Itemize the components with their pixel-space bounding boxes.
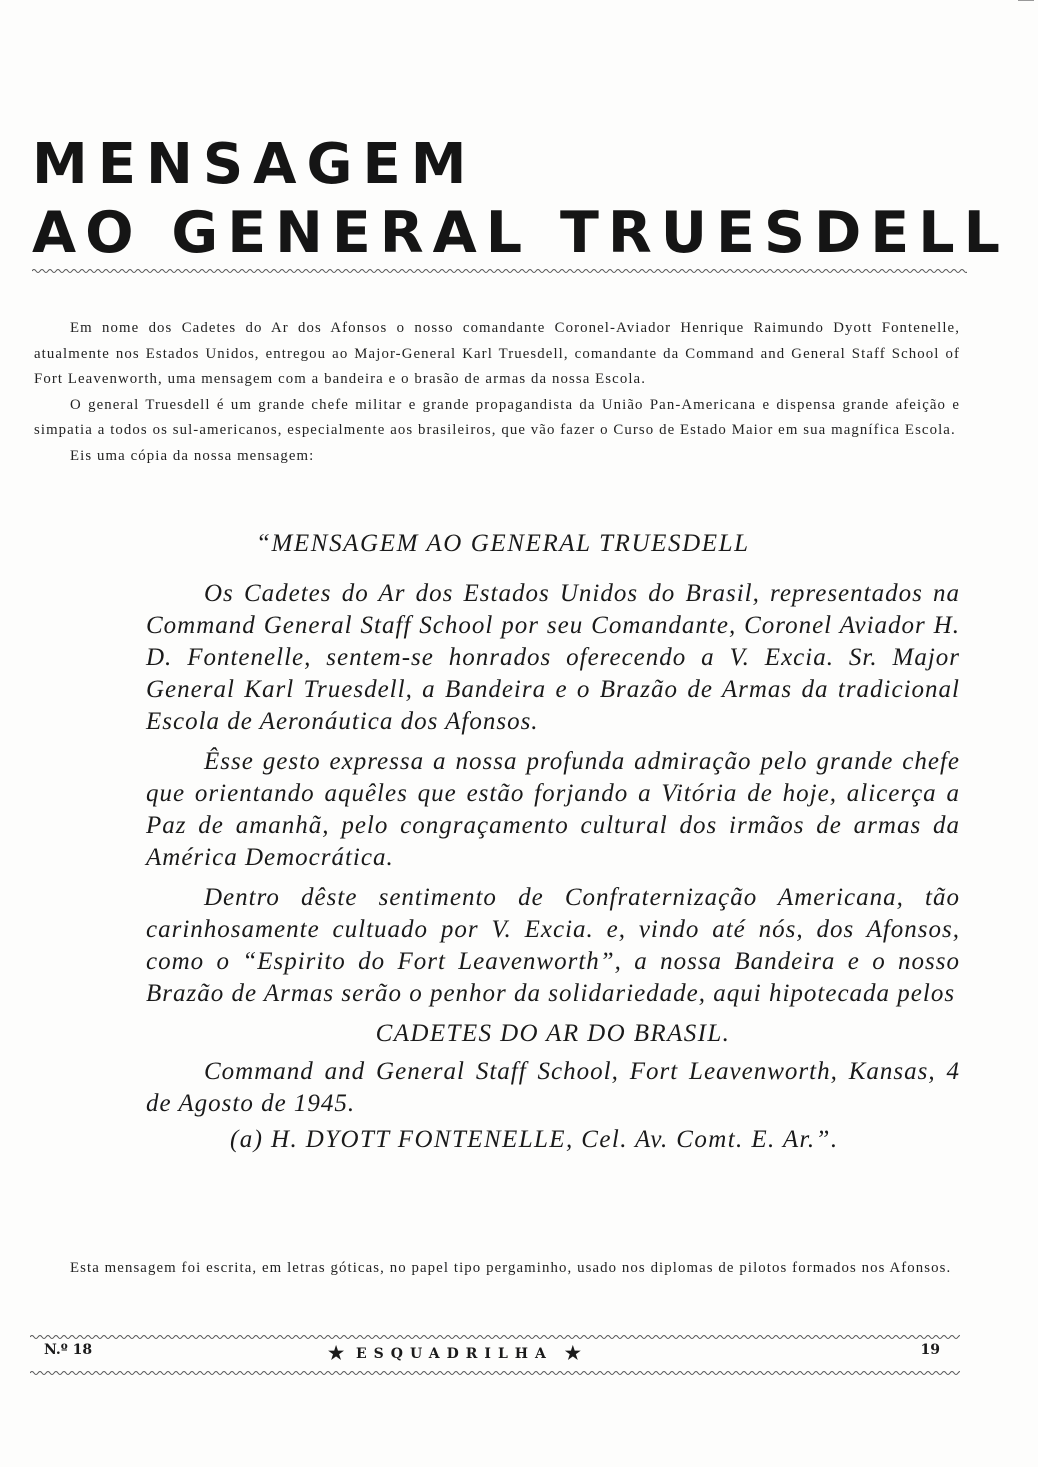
footnote (32, 1256, 954, 1280)
article-title-line-1: MENSAGEM (32, 132, 477, 197)
page-footer (30, 1332, 960, 1382)
magazine-name (328, 1342, 581, 1363)
star-icon: ★ (328, 1343, 345, 1364)
page-number: 19 (920, 1342, 940, 1358)
footer-top-wavy-rule (30, 1332, 960, 1342)
quote-signers: CADETES DO AR DO BRASIL. (375, 1020, 731, 1047)
corner-mark (1018, 0, 1034, 5)
footnote-text: Esta mensagem foi escrita, em letras góticas, no papel tipo pergaminho, usado nos diplomas de pilotos formados nos Afonsos. (70, 1260, 952, 1276)
intro-paragraph: O general Truesdell é um grande chefe militar e grande propagandista da União Pan-Americana e dispensa grande afeição e simpatia a todos os sul-americanos, especialmente aos brasileiros, que vão fazer o Curso de Estado Maior em sua magnífica Escola. (34, 396, 960, 439)
star-icon: ★ (564, 1343, 581, 1364)
intro-paragraph: Em nome dos Cadetes do Ar dos Afonsos o nosso comandante Coronel-Aviador Henrique Raimundo Dyott Fontenelle, atualmente nos Estados Unidos, entregou ao Major-General Karl Truesdell, comandante da Command and General Staff School of Fort Leavenworth, uma mensagem com a bandeira e o brasão de armas da nossa Escola. (34, 320, 960, 388)
intro-text (34, 316, 960, 470)
quote-paragraph: Os Cadetes do Ar dos Estados Unidos do Brasil, representados na Command General Staff School por seu Comandante, Coronel Aviador H. D. Fontenelle, sentem-se honrados oferecendo a V. Excia. Sr. Major General Karl Truesdell, a Bandeira e o Brazão de Armas da tradicional Escola de Aeronáutica dos Afonsos. (146, 580, 960, 735)
magazine-title: ESQUADRILHA (356, 1346, 553, 1362)
quote-signature: (a) H. DYOTT FONTENELLE, Cel. Av. Comt. E. Ar.”. (230, 1126, 839, 1153)
quote-paragraph: Êsse gesto expressa a nossa profunda admiração pelo grande chefe que orientando aquêles que estão forjando a Vitória de hoje, alicerça a Paz de amanhã, pelo congraçamento cultural dos irmãos de armas da América Democrática. (146, 748, 960, 871)
quote-heading: “MENSAGEM AO GENERAL TRUESDELL (256, 530, 750, 557)
intro-paragraph: Eis uma cópia da nossa mensagem: (70, 447, 315, 464)
footer-bottom-wavy-rule (30, 1368, 960, 1378)
article-title-line-2: AO GENERAL TRUESDELL (32, 200, 1009, 266)
quote-place-date: Command and General Staff School, Fort Leavenworth, Kansas, 4 de Agosto de 1945. (146, 1058, 960, 1117)
title-wavy-rule (32, 266, 967, 276)
quote-paragraph: Dentro dêste sentimento de Confraternização Americana, tão carinhosamente cultuado por V. Excia. e, vindo até nós, dos Afonsos, como o “Espirito do Fort Leavenworth”, a nossa Bandeira e o nosso Brazão de Armas serão o penhor da solidariedade, aqui hipotecada pelos (146, 884, 960, 1007)
quoted-message (146, 528, 960, 1156)
issue-number: N.º 18 (44, 1342, 93, 1358)
